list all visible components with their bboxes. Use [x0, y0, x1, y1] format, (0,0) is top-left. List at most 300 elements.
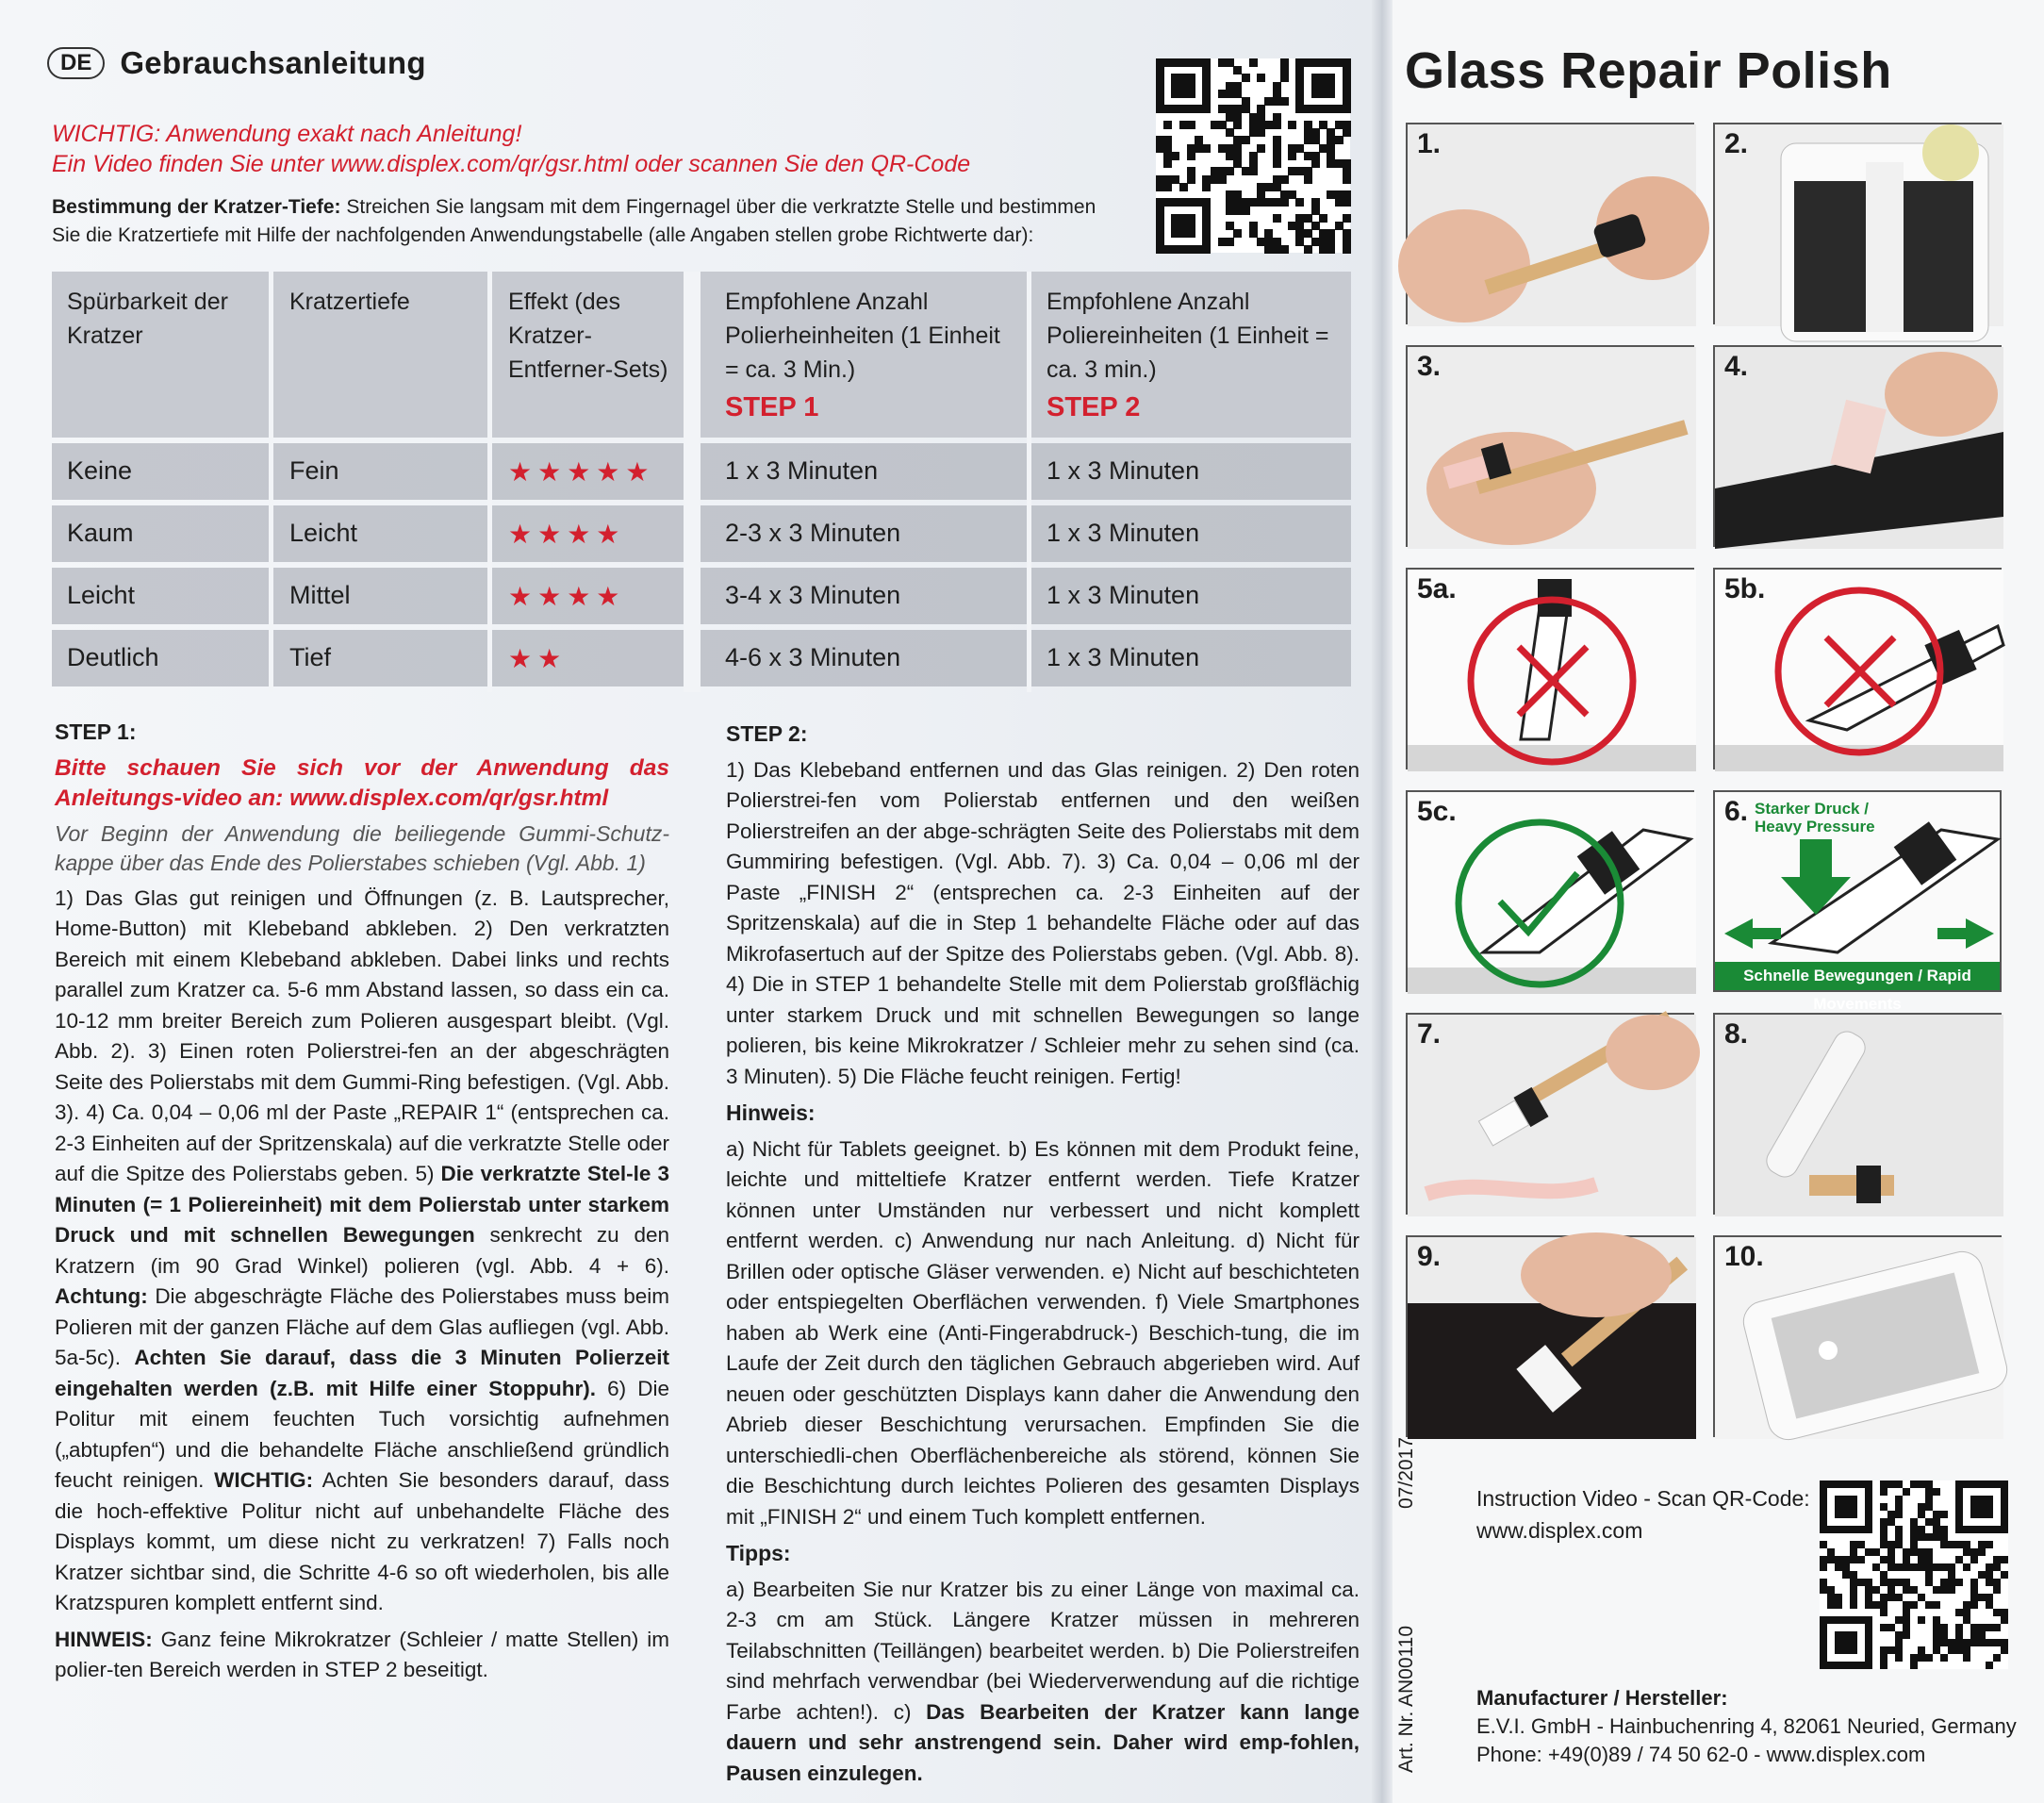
- step1-column: [55, 717, 669, 1692]
- qr-module: [1257, 128, 1265, 137]
- qr-module: [1273, 214, 1281, 223]
- qr-module: [1842, 1662, 1850, 1669]
- qr-module: [1842, 1480, 1850, 1488]
- qr-module: [1986, 1579, 1993, 1586]
- qr-module: [1933, 1511, 1940, 1518]
- qr-module: [1978, 1503, 1986, 1511]
- qr-module: [1978, 1526, 1986, 1533]
- qr-module: [1887, 1548, 1895, 1556]
- qr-module: [1940, 1541, 1948, 1548]
- qr-module: [1978, 1496, 1986, 1503]
- hint-text: Ganz feine Mikrokratzer (Schleier / matte Stellen) im polier-ten Bereich werden in STEP 2 beseitigt.: [55, 1627, 669, 1681]
- qr-module: [1925, 1518, 1933, 1526]
- qr-module: [1202, 183, 1211, 191]
- qr-module: [1910, 1563, 1918, 1571]
- qr-module: [1910, 1518, 1918, 1526]
- qr-module: [1842, 1639, 1850, 1646]
- step1-label: STEP 1: [725, 392, 819, 422]
- qr-module: [1986, 1662, 1993, 1669]
- qr-module: [1970, 1503, 1978, 1511]
- qr-module: [1865, 1631, 1872, 1639]
- figure-number: 10.: [1724, 1241, 1764, 1272]
- qr-module: [1880, 1654, 1887, 1662]
- qr-module: [1850, 1526, 1857, 1533]
- qr-module: [1880, 1601, 1887, 1609]
- cell-stars: ★★★★: [508, 582, 626, 611]
- qr-module: [1963, 1480, 1970, 1488]
- cell-feel: Kaum: [67, 519, 134, 547]
- qr-module: [1835, 1662, 1842, 1669]
- qr-module: [1820, 1662, 1827, 1669]
- figure-5a: [1406, 568, 1694, 769]
- qr-module: [1933, 1488, 1940, 1496]
- qr-module: [1226, 238, 1234, 246]
- qr-module: [1918, 1526, 1925, 1533]
- qr-module: [1273, 159, 1281, 168]
- qr-module: [1963, 1654, 1970, 1662]
- qr-module: [1865, 1639, 1872, 1646]
- qr-module: [1343, 198, 1351, 207]
- qr-module: [1918, 1563, 1925, 1571]
- language-badge: DE: [47, 47, 105, 79]
- instruction-video-label: Instruction Video - Scan QR-Code:: [1476, 1486, 1810, 1511]
- qr-module: [1242, 74, 1250, 82]
- step1-text-e: Die abgeschrägte Fläche des Polierstabes muss beim Polieren mit der ganzen Fläche auf dem Glas aufliegen (vgl. Abb. 5a-5c).: [55, 1284, 669, 1369]
- qr-module: [1820, 1654, 1827, 1662]
- qr-module: [1925, 1601, 1933, 1609]
- qr-module: [1903, 1624, 1910, 1631]
- qr-module: [1948, 1646, 1955, 1654]
- qr-module: [1970, 1548, 1978, 1556]
- figure-10: [1713, 1235, 2002, 1437]
- qr-module: [1857, 1662, 1865, 1669]
- qr-module: [1249, 167, 1258, 175]
- tipps-text: a) Bearbeiten Sie nur Kratzer bis zu einer Länge von maximal ca. 2-3 cm am Stück. Längere Kratzer müssen in mehreren Teilabschnitten (Teillängen) bearbeitet werden. b) Die Polierstreifen sind mehrfach verwendbar (bei Wiederverwendung auf die richtige Farbe achten!). c): [726, 1577, 1360, 1724]
- qr-module: [1850, 1639, 1857, 1646]
- qr-module: [1918, 1511, 1925, 1518]
- qr-module: [1895, 1503, 1903, 1511]
- cell-depth: Fein: [289, 456, 339, 485]
- tipps-heading: Tipps:: [726, 1541, 791, 1565]
- qr-module: [1880, 1526, 1887, 1533]
- qr-module: [1880, 1556, 1887, 1563]
- qr-module: [1226, 167, 1234, 175]
- qr-module: [1850, 1594, 1857, 1601]
- qr-module: [1865, 1518, 1872, 1526]
- figure-4: [1713, 345, 2002, 547]
- qr-module: [1895, 1541, 1903, 1548]
- qr-module: [1986, 1526, 1993, 1533]
- qr-module: [1257, 74, 1265, 82]
- qr-module: [1970, 1594, 1978, 1601]
- header-depth: Kratzertiefe: [289, 289, 410, 315]
- qr-module: [1940, 1526, 1948, 1533]
- qr-module: [1319, 214, 1327, 223]
- qr-module: [1857, 1541, 1865, 1548]
- figure-7: [1406, 1013, 1694, 1215]
- qr-module: [1827, 1556, 1835, 1563]
- qr-module: [1880, 1503, 1887, 1511]
- qr-module: [1288, 152, 1296, 160]
- qr-module: [1970, 1496, 1978, 1503]
- qr-module: [1955, 1488, 1963, 1496]
- cell-stars: ★★★★: [508, 520, 626, 549]
- qr-module: [1842, 1571, 1850, 1579]
- qr-module: [2001, 1518, 2008, 1526]
- qr-module: [1820, 1503, 1827, 1511]
- qr-module: [2001, 1526, 2008, 1533]
- figure-number: 5a.: [1417, 573, 1457, 604]
- qr-module: [1918, 1646, 1925, 1654]
- qr-module: [1895, 1511, 1903, 1518]
- qr-module: [1978, 1548, 1986, 1556]
- qr-module: [1955, 1496, 1963, 1503]
- qr-module: [1910, 1654, 1918, 1662]
- qr-module: [1963, 1563, 1970, 1571]
- qr-module: [1163, 183, 1172, 191]
- qr-module: [1918, 1594, 1925, 1601]
- qr-module: [1850, 1496, 1857, 1503]
- qr-module: [1963, 1646, 1970, 1654]
- qr-module: [1903, 1609, 1910, 1616]
- qr-module: [1986, 1571, 1993, 1579]
- qr-module: [1993, 1526, 2001, 1533]
- figure-9: [1406, 1235, 1694, 1437]
- qr-module: [1970, 1586, 1978, 1594]
- qr-module: [1910, 1601, 1918, 1609]
- qr-module: [1865, 1503, 1872, 1511]
- qr-module: [1887, 1556, 1895, 1563]
- figure-number: 5b.: [1724, 573, 1766, 604]
- figure-number: 3.: [1417, 351, 1442, 382]
- qr-module: [1835, 1563, 1842, 1571]
- qr-module: [1940, 1579, 1948, 1586]
- qr-module: [1857, 1556, 1865, 1563]
- qr-module: [1903, 1579, 1910, 1586]
- qr-module: [1842, 1563, 1850, 1571]
- qr-module: [1179, 183, 1188, 191]
- qr-module: [1880, 1571, 1887, 1579]
- qr-module: [1218, 175, 1227, 184]
- qr-module: [2001, 1609, 2008, 1616]
- column-divider: [487, 272, 492, 692]
- hinweis-body: a) Nicht für Tablets geeignet. b) Es können mit dem Produkt feine, leichte und mitteltiefe Kratzer entfernt werden. Tiefe Kratzer können unter Umständen nur verbessert und nicht komplett entfernt werden. c) Anwendung nur nach Anleitung. d) Nicht für Brillen oder optische Gläser verwenden. e) Nicht auf beschichteten oder entspiegelten Oberflächen verwenden. f) Viele Smartphones haben ab Werk eine (Anti-Fingerabdruck-) Beschich-tung, die im Laufe der Zeit durch den täglichen Gebrauch abgerieben wird. Auf neuen oder geschützten Displays kann daher die Anwendung den Abrieb dieser Beschichtung verursachen. Empfinden Sie die unterschiedli-chen Oberflächenbereiche als störend, können Sie die Beschichtung durch leichtes Polieren des gesamten Displays mit „FINISH 2“ und einem Tuch komplett entfernen.: [726, 1136, 1360, 1529]
- qr-module: [1880, 1646, 1887, 1654]
- hinweis-heading: Hinweis:: [726, 1100, 816, 1125]
- header-step1-text: Empfohlene Anzahl Polierheinheiten (1 Einheit = ca. 3 Min.): [725, 289, 1000, 383]
- qr-module: [1880, 1480, 1887, 1488]
- qr-module: [1835, 1556, 1842, 1563]
- hint-label: HINWEIS:: [55, 1627, 153, 1651]
- qr-module: [1202, 105, 1211, 113]
- qr-module: [1857, 1526, 1865, 1533]
- qr-module: [1895, 1646, 1903, 1654]
- qr-module: [1242, 136, 1250, 144]
- cell-step1: 2-3 x 3 Minuten: [725, 519, 901, 547]
- figure-number: 9.: [1417, 1241, 1442, 1272]
- qr-module: [1343, 175, 1351, 184]
- qr-module: [1955, 1503, 1963, 1511]
- qr-module: [1850, 1556, 1857, 1563]
- qr-module: [1865, 1511, 1872, 1518]
- figure-number: 6.: [1724, 796, 1749, 827]
- qr-module: [1835, 1616, 1842, 1624]
- qr-module: [1887, 1541, 1895, 1548]
- qr-module: [1233, 121, 1242, 129]
- product-title: Glass Repair Polish: [1405, 42, 1892, 99]
- qr-module: [1163, 159, 1172, 168]
- qr-module: [1910, 1548, 1918, 1556]
- cell-step1: 3-4 x 3 Minuten: [725, 581, 901, 609]
- step1-bold-d: Achtung:: [55, 1284, 148, 1308]
- qr-module: [1857, 1579, 1865, 1586]
- qr-module: [1865, 1526, 1872, 1533]
- article-number: Art. Nr. AN00110: [1395, 1625, 1417, 1773]
- qr-module: [1978, 1511, 1986, 1518]
- qr-module: [1343, 245, 1351, 254]
- qr-module: [1257, 144, 1265, 153]
- qr-module: [1903, 1616, 1910, 1624]
- qr-module: [1933, 1526, 1940, 1533]
- qr-module: [1993, 1556, 2001, 1563]
- qr-module: [1948, 1563, 1955, 1571]
- qr-module: [1827, 1601, 1835, 1609]
- step1-bold-h: WICHTIG:: [214, 1468, 314, 1492]
- qr-module: [1820, 1586, 1827, 1594]
- qr-module: [1880, 1579, 1887, 1586]
- manufacturer-address: E.V.I. GmbH - Hainbuchenring 4, 82061 Neuried, Germany: [1476, 1714, 2017, 1738]
- qr-module: [1887, 1579, 1895, 1586]
- qr-module: [1872, 1548, 1880, 1556]
- qr-module: [1993, 1480, 2001, 1488]
- qr-module: [1993, 1624, 2001, 1631]
- qr-module: [1940, 1639, 1948, 1646]
- illustration-polish-stick-cap: [1408, 124, 1696, 326]
- qr-module: [1993, 1563, 2001, 1571]
- table-row: [52, 443, 1351, 500]
- header-step2-text: Empfohlene Anzahl Poliereinheiten (1 Einheit = ca. 3 min.): [1047, 289, 1329, 383]
- qr-module: [1880, 1662, 1887, 1669]
- qr-module: [1288, 121, 1296, 129]
- cell-step2: 1 x 3 Minuten: [1047, 581, 1200, 609]
- qr-module: [1865, 1548, 1872, 1556]
- step2-heading: STEP 2:: [726, 721, 808, 746]
- qr-module: [1940, 1654, 1948, 1662]
- qr-module: [1835, 1480, 1842, 1488]
- qr-module: [1940, 1563, 1948, 1571]
- qr-module: [1865, 1616, 1872, 1624]
- qr-module: [1865, 1488, 1872, 1496]
- qr-module: [1187, 152, 1195, 160]
- step1-hint: [55, 1625, 669, 1686]
- figure-number: 5c.: [1417, 796, 1457, 827]
- qr-module: [1887, 1480, 1895, 1488]
- header-step1: [725, 285, 1017, 424]
- cell-step2: 1 x 3 Minuten: [1047, 643, 1200, 671]
- step1-text-c: senkrecht zu den Kratzern (im 90 Grad Winkel) polieren (vgl. Abb. 4 + 6).: [55, 1223, 669, 1278]
- qr-module: [1850, 1646, 1857, 1654]
- qr-module: [1940, 1511, 1948, 1518]
- qr-module: [2001, 1639, 2008, 1646]
- qr-module: [1948, 1579, 1955, 1586]
- qr-module: [1978, 1480, 1986, 1488]
- qr-module: [1895, 1563, 1903, 1571]
- step1-bold-f: Achten Sie darauf, dass die 3 Minuten Polierzeit eingehalten werden (z.B. mit Hilfe einer Stoppuhr).: [55, 1346, 669, 1400]
- qr-module: [1820, 1488, 1827, 1496]
- step2-label: STEP 2: [1047, 392, 1141, 422]
- qr-module: [1903, 1563, 1910, 1571]
- qr-module: [1850, 1631, 1857, 1639]
- qr-module: [1933, 1639, 1940, 1646]
- qr-module: [1993, 1586, 2001, 1594]
- qr-module: [1933, 1601, 1940, 1609]
- qr-module: [1933, 1631, 1940, 1639]
- qr-code-bottom[interactable]: [1820, 1480, 2008, 1669]
- table-row: [52, 505, 1351, 562]
- qr-module: [1872, 1601, 1880, 1609]
- qr-module: [1887, 1511, 1895, 1518]
- qr-module: [1970, 1556, 1978, 1563]
- cell-depth: Tief: [289, 643, 332, 671]
- qr-module: [1918, 1548, 1925, 1556]
- figure-number: 2.: [1724, 128, 1749, 159]
- qr-module: [1895, 1480, 1903, 1488]
- qr-module: [1925, 1556, 1933, 1563]
- qr-module: [1880, 1518, 1887, 1526]
- figure-number: 8.: [1724, 1018, 1749, 1050]
- important-line-2: Ein Video finden Sie unter www.displex.com/qr/gsr.html oder scannen Sie den QR-Code: [52, 151, 971, 177]
- qr-module: [1970, 1480, 1978, 1488]
- qr-module: [1955, 1526, 1963, 1533]
- qr-module: [1955, 1511, 1963, 1518]
- qr-module: [1820, 1579, 1827, 1586]
- qr-module: [1202, 144, 1211, 153]
- qr-module: [1343, 128, 1351, 137]
- qr-module: [1242, 207, 1250, 215]
- qr-module: [1820, 1526, 1827, 1533]
- qr-module: [1327, 90, 1335, 98]
- heavy-pressure-en: Heavy Pressure: [1755, 818, 1875, 835]
- cell-step2: 1 x 3 Minuten: [1047, 519, 1200, 547]
- qr-module: [1842, 1511, 1850, 1518]
- step2-column: [726, 719, 1360, 1795]
- qr-module: [1187, 229, 1195, 238]
- cell-step1: 4-6 x 3 Minuten: [725, 643, 901, 671]
- cell-step2: 1 x 3 Minuten: [1047, 456, 1200, 485]
- qr-module: [1986, 1563, 1993, 1571]
- qr-module: [1910, 1480, 1918, 1488]
- qr-module: [1827, 1548, 1835, 1556]
- qr-module: [1933, 1624, 1940, 1631]
- qr-module: [1842, 1616, 1850, 1624]
- figure-5c: [1406, 790, 1694, 992]
- qr-module: [1963, 1616, 1970, 1624]
- qr-module: [1865, 1646, 1872, 1654]
- qr-module: [1986, 1624, 1993, 1631]
- qr-module: [1827, 1526, 1835, 1533]
- qr-module: [2001, 1496, 2008, 1503]
- figure-8: [1713, 1013, 2002, 1215]
- qr-module: [1970, 1631, 1978, 1639]
- rapid-movements-label: Schnelle Bewegungen / Rapid Movements: [1715, 962, 2000, 990]
- qr-module: [1955, 1556, 1963, 1563]
- qr-module: [1993, 1639, 2001, 1646]
- qr-module: [1993, 1609, 2001, 1616]
- scratch-table: [52, 272, 1351, 692]
- qr-module: [1918, 1556, 1925, 1563]
- qr-module: [1986, 1541, 1993, 1548]
- qr-module: [1940, 1586, 1948, 1594]
- qr-module: [1925, 1503, 1933, 1511]
- qr-module: [1978, 1594, 1986, 1601]
- qr-module: [1850, 1616, 1857, 1624]
- qr-module: [1933, 1518, 1940, 1526]
- qr-module: [1304, 175, 1312, 184]
- figure-3: [1406, 345, 1694, 547]
- qr-module: [1918, 1533, 1925, 1541]
- instruction-video-url[interactable]: www.displex.com: [1476, 1518, 1643, 1543]
- qr-module: [1835, 1496, 1842, 1503]
- qr-module: [1887, 1563, 1895, 1571]
- qr-code-top[interactable]: [1156, 58, 1350, 253]
- qr-module: [1895, 1594, 1903, 1601]
- qr-module: [1865, 1480, 1872, 1488]
- qr-module: [1933, 1563, 1940, 1571]
- qr-module: [1842, 1503, 1850, 1511]
- qr-module: [1918, 1480, 1925, 1488]
- step2-body: 1) Das Klebeband entfernen und das Glas reinigen. 2) Den roten Polierstrei-fen vom Polierstab entfernen und den weißen Polierstreifen an der abge-schrägten Seite des Polierstabs mit dem Gummiring befestigen. (Vgl. Abb. 7). 3) Ca. 0,04 – 0,06 ml der Paste „FINISH 2“ (entsprechen ca. 2-3 Einheiten auf der Spritzenskala) auf die in Step 1 behandelte Fläche oder auf das Mikrofasertuch auf der Spitze des Polierstabs geben. (Vgl. Abb. 8). 4) Die in STEP 1 behandelte Stelle mit dem Polierstab großflächig unter starkem Druck und mit schnellen Bewegungen so lange polieren, bis keine Mikrokratzer / Schleier mehr zu sehen sind (ca. 3 Minuten). 5) Die Fläche feucht reinigen. Fertig!: [726, 757, 1360, 1088]
- qr-module: [1978, 1639, 1986, 1646]
- qr-module: [1925, 1548, 1933, 1556]
- column-divider: [1027, 272, 1031, 692]
- qr-module: [1335, 136, 1343, 144]
- manufacturer-phone: Phone: +49(0)89 / 74 50 62-0 - www.displex.com: [1476, 1743, 1926, 1766]
- header-effect: Effekt (des Kratzer-Entferner-Sets): [508, 289, 668, 383]
- qr-module: [1865, 1594, 1872, 1601]
- qr-module: [2001, 1480, 2008, 1488]
- qr-module: [1925, 1579, 1933, 1586]
- qr-module: [1280, 175, 1289, 184]
- qr-module: [1910, 1533, 1918, 1541]
- qr-module: [1820, 1639, 1827, 1646]
- qr-module: [1835, 1601, 1842, 1609]
- determine-text: Streichen Sie langsam mit dem Fingernagel über die verkratzte Stelle und bestimmen Sie die Kratzertiefe mit Hilfe der nachfolgenden Anwendungstabelle (alle Angaben stellen grobe Richtwerte dar):: [52, 196, 1096, 246]
- cell-feel: Leicht: [67, 581, 136, 609]
- qr-module: [2001, 1503, 2008, 1511]
- qr-module: [1895, 1579, 1903, 1586]
- qr-module: [1827, 1586, 1835, 1594]
- instruction-video-info: [1476, 1482, 1810, 1547]
- qr-module: [1955, 1639, 1963, 1646]
- illustration-taped-phone: [1715, 124, 2003, 326]
- cell-feel: Deutlich: [67, 643, 159, 671]
- qr-module: [1827, 1480, 1835, 1488]
- page-title: Gebrauchsanleitung: [120, 45, 426, 80]
- qr-module: [2001, 1488, 2008, 1496]
- qr-module: [1820, 1563, 1827, 1571]
- cell-feel: Keine: [67, 456, 133, 485]
- qr-module: [1978, 1624, 1986, 1631]
- qr-module: [1903, 1586, 1910, 1594]
- tipps-bold: Das Bearbeiten der Kratzer kann lange dauern und sehr anstrengend sein. Daher wird emp-fohlen, Pausen einzulegen.: [726, 1699, 1360, 1785]
- qr-module: [1880, 1488, 1887, 1496]
- qr-module: [1955, 1579, 1963, 1586]
- qr-module: [1933, 1616, 1940, 1624]
- qr-module: [1880, 1533, 1887, 1541]
- qr-module: [1963, 1541, 1970, 1548]
- qr-module: [1986, 1601, 1993, 1609]
- qr-module: [1835, 1594, 1842, 1601]
